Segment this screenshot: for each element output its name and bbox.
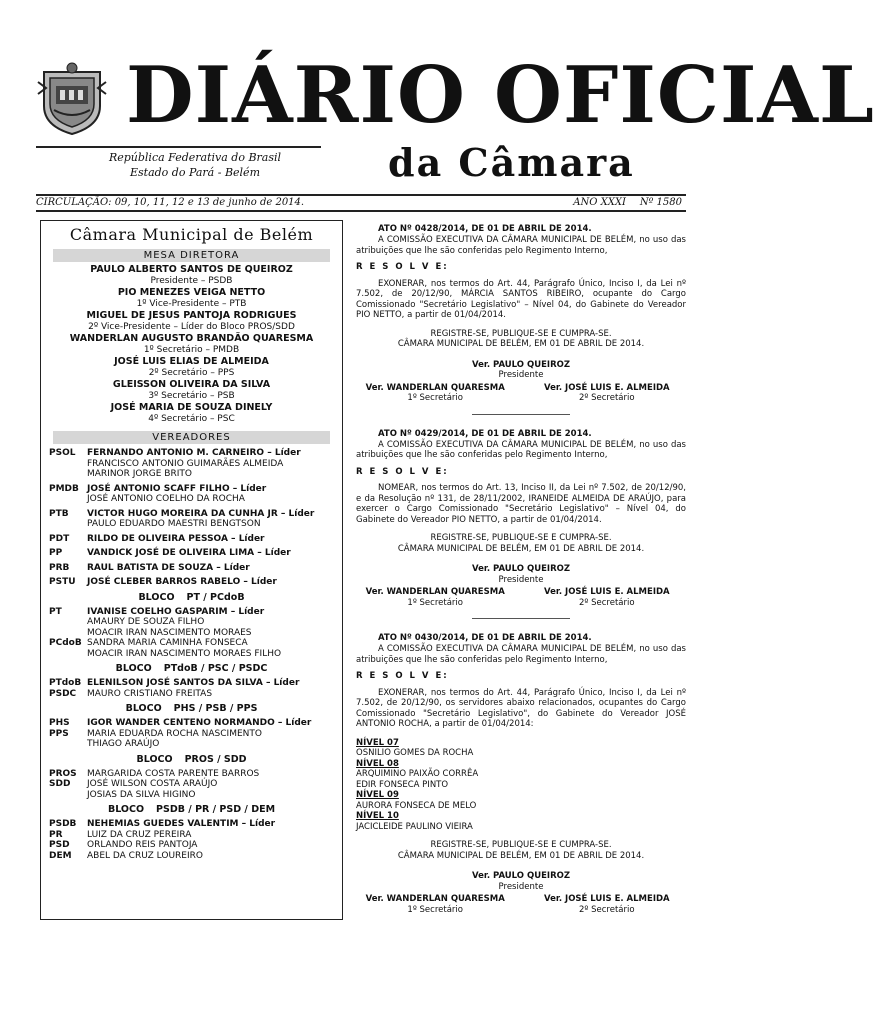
signer-role: Presidente: [498, 370, 544, 380]
mesa-role: 2º Vice-Presidente – Líder do Bloco PROS/SDD: [88, 322, 295, 332]
staff-name: AURORA FONSECA DE MELO: [356, 800, 477, 811]
signer-name: Ver. WANDERLAN QUARESMA: [365, 382, 505, 393]
member-name: JOSÉ WILSON COSTA ARAÚJO: [87, 779, 218, 789]
bloco-heading: [41, 703, 342, 714]
member-name: JOSIAS DA SILVA HIGINO: [87, 789, 196, 800]
council-heading: Câmara Municipal de Belém: [69, 225, 314, 244]
mesa-role: 1º Secretário – PMDB: [143, 345, 240, 355]
mesa-name: PIO MENEZES VEIGA NETTO: [117, 287, 266, 298]
coat-of-arms-icon: [36, 62, 108, 136]
act-resolve: R E S O L V E:: [356, 262, 449, 272]
mesa-name: GLEISSON OLIVEIRA DA SILVA: [112, 379, 271, 390]
member-name: JOSÉ ANTONIO SCAFF FILHO – Líder: [87, 483, 267, 494]
member-name: VANDICK JOSÉ DE OLIVEIRA LIMA – Líder: [87, 548, 291, 558]
party-code: PMDB: [49, 483, 79, 494]
registre-line: REGISTRE-SE, PUBLIQUE-SE E CUMPRA-SE.: [430, 533, 612, 543]
bloco-heading: [41, 663, 342, 674]
party-code: DEM: [49, 850, 72, 861]
member-name: MOACIR IRAN NASCIMENTO MORAES FILHO: [87, 648, 282, 659]
act-body: EXONERAR, nos termos do Art. 44, Parágrafo Único, Inciso I, da Lei nº 7.502, de 20/12/90, os servidores abaixo relacionados, ocupantes do Cargo Comissionado "Secretário Legislativo", do Gabinete do Vereador JOSÉ ANTONIO ROCHA, a partir de 01/04/2014:: [356, 687, 686, 729]
act-0429: [356, 429, 686, 609]
party-code: PRB: [49, 562, 70, 573]
bloco-heading: [41, 804, 342, 815]
member-name: LUIZ DA CRUZ PEREIRA: [87, 829, 192, 840]
secretaries-signatures: [356, 894, 686, 915]
level-heading: NÍVEL 08: [356, 758, 399, 769]
member-name: ELENILSON JOSÉ SANTOS DA SILVA – Líder: [87, 678, 300, 688]
member-name: MOACIR IRAN NASCIMENTO MORAES: [87, 627, 252, 638]
signer-role: Presidente: [498, 574, 544, 585]
act-0428: [356, 224, 686, 404]
president-signature: [356, 360, 686, 381]
mesa-role: 2º Secretário – PPS: [148, 368, 235, 378]
party-code: PSD: [49, 840, 70, 850]
registre-line: REGISTRE-SE, PUBLIQUE-SE E CUMPRA-SE.: [430, 328, 612, 339]
act-header: ATO Nº 0430/2014, DE 01 DE ABRIL DE 2014.: [378, 633, 592, 643]
act-header: ATO Nº 0428/2014, DE 01 DE ABRIL DE 2014.: [378, 224, 592, 234]
camara-date-line: CÂMARA MUNICIPAL DE BELÉM, EM 01 DE ABRIL DE 2014.: [397, 543, 645, 554]
member-name: RAUL BATISTA DE SOUZA – Líder: [87, 562, 250, 573]
registre-line: REGISTRE-SE, PUBLIQUE-SE E CUMPRA-SE.: [430, 840, 612, 850]
party-group: [41, 678, 342, 699]
member-name: FERNANDO ANTONIO M. CARNEIRO – Líder: [87, 448, 301, 458]
bloco-parties: PHS / PSB / PPS: [173, 703, 258, 714]
act-body: EXONERAR, nos termos do Art. 44, Parágrafo Único, Inciso I, da Lei nº 7.502, de 20/12/90, MÁRCIA SANTOS RIBEIRO, ocupante do Cargo Comissionado "Secretário Legislativo" – Nível 04, do Gabinete do Vereador PIO NETTO, a partir de 01/04/2014.: [356, 278, 686, 320]
party-group: [41, 448, 342, 480]
act-registre: [356, 329, 686, 350]
signer-name: Ver. PAULO QUEIROZ: [471, 871, 571, 881]
bloco-heading: [41, 754, 342, 765]
act-header: ATO Nº 0429/2014, DE 01 DE ABRIL DE 2014.: [378, 428, 592, 439]
staff-name: JACICLEIDE PAULINO VIEIRA: [356, 821, 473, 832]
camara-date-line: CÂMARA MUNICIPAL DE BELÉM, EM 01 DE ABRIL DE 2014.: [397, 339, 645, 349]
mesa-name: PAULO ALBERTO SANTOS DE QUEIROZ: [90, 264, 293, 275]
bloco-label: BLOCO: [115, 663, 152, 674]
mesa-name: JOSÉ MARIA DE SOUZA DINELY: [110, 402, 273, 413]
member-name: THIAGO ARAÚJO: [87, 739, 160, 749]
act-resolve: R E S O L V E:: [356, 671, 449, 681]
signer-role: 2º Secretário: [579, 393, 635, 403]
council-roster: [40, 220, 343, 920]
bloco-parties: PT / PCdoB: [186, 591, 245, 603]
act-intro: A COMISSÃO EXECUTIVA DA CÂMARA MUNICIPAL DE BELÉM, no uso das atribuições que lhe são conferidas pelo Regimento Interno,: [356, 644, 686, 665]
member-name: RILDO DE OLIVEIRA PESSOA – Líder: [87, 533, 265, 544]
party-group: [41, 769, 342, 801]
level-heading: NÍVEL 10: [356, 811, 399, 821]
party-code: PTdoB: [49, 678, 82, 688]
act-resolve: R E S O L V E:: [356, 466, 449, 477]
signer-name: Ver. WANDERLAN QUARESMA: [365, 894, 505, 904]
member-name: MAURO CRISTIANO FREITAS: [87, 688, 213, 699]
party-group: [41, 534, 342, 588]
staff-name: ARQUIMINO PAIXÃO CORRÊA: [356, 769, 479, 779]
signer-role: 2º Secretário: [579, 597, 635, 608]
mesa-name: MIGUEL DE JESUS PANTOJA RODRIGUES: [86, 310, 297, 321]
mesa-list: [41, 264, 342, 425]
acts-column: [356, 224, 686, 915]
member-name: JOSÉ CLEBER BARROS RABELO – Líder: [87, 577, 277, 587]
circulation-bar: [36, 194, 686, 212]
bloco-parties: PSDB / PR / PSD / DEM: [156, 804, 276, 815]
signer-role: 1º Secretário: [407, 904, 463, 915]
party-group: [41, 607, 342, 660]
act-0430: [356, 633, 686, 915]
newspaper-subtitle: da Câmara: [388, 140, 635, 185]
level-heading: NÍVEL 09: [356, 790, 399, 800]
member-name: NEHEMIAS GUEDES VALENTIM – Líder: [87, 819, 276, 829]
newspaper-title: DIÁRIO OFICIAL: [126, 50, 875, 141]
member-name: MARGARIDA COSTA PARENTE BARROS: [87, 768, 260, 779]
mesa-role: 3º Secretário – PSB: [148, 391, 235, 401]
mesa-diretora-label: MESA DIRETORA: [53, 249, 330, 262]
party-code: PT: [49, 606, 62, 617]
camara-date-line: CÂMARA MUNICIPAL DE BELÉM, EM 01 DE ABRIL DE 2014.: [397, 850, 645, 861]
bloco-label: BLOCO: [125, 703, 162, 714]
party-group: [41, 718, 342, 750]
signer-name: Ver. JOSÉ LUIS E. ALMEIDA: [543, 382, 670, 393]
party-code: PSDC: [49, 688, 77, 699]
party-code: PSDB: [49, 819, 77, 829]
act-intro: A COMISSÃO EXECUTIVA DA CÂMARA MUNICIPAL DE BELÉM, no uso das atribuições que lhe são conferidas pelo Regimento Interno,: [356, 235, 686, 256]
act-body: NOMEAR, nos termos do Art. 13, Inciso II, da Lei nº 7.502, de 20/12/90, e da Resolução nº 131, de 28/11/2002, IRANEIDE ALMEIDA DE ARAÚJO, para exercer o Cargo Comissionado "Secretário Legislativo" – Nível 04, do Gabinete do Vereador PIO NETTO, a partir de 01/04/2014.: [356, 483, 686, 525]
party-code: PPS: [49, 728, 69, 739]
mesa-role: 1º Vice-Presidente – PTB: [136, 299, 247, 309]
member-name: MARIA EDUARDA ROCHA NASCIMENTO: [87, 728, 262, 739]
signer-name: Ver. JOSÉ LUIS E. ALMEIDA: [543, 587, 670, 597]
staff-list: [356, 738, 686, 833]
issue-number: Nº 1580: [639, 197, 682, 208]
staff-name: EDIR FONSECA PINTO: [356, 779, 449, 790]
mesa-role: Presidente – PSDB: [150, 276, 233, 286]
party-code: PDT: [49, 533, 70, 544]
party-code: PR: [49, 829, 63, 840]
act-intro: A COMISSÃO EXECUTIVA DA CÂMARA MUNICIPAL DE BELÉM, no uso das atribuições que lhe são conferidas pelo Regimento Interno,: [356, 439, 686, 460]
signer-role: Presidente: [498, 881, 544, 892]
member-name: ORLANDO REIS PANTOJA: [87, 840, 198, 850]
party-group: [41, 819, 342, 861]
vereadores-label: VEREADORES: [53, 431, 330, 444]
party-code: PHS: [49, 718, 70, 728]
member-name: IGOR WANDER CENTENO NORMANDO – Líder: [87, 718, 312, 728]
party-group: [41, 484, 342, 505]
member-name: SANDRA MARIA CAMINHA FONSECA: [87, 638, 248, 648]
member-name: IVANISE COELHO GASPARIM – Líder: [87, 606, 265, 617]
estado-line: Estado do Pará - Belém: [129, 166, 261, 179]
circulation-dates: CIRCULAÇÃO: 09, 10, 11, 12 e 13 de junho de 2014.: [36, 197, 305, 208]
bloco-parties: PTdoB / PSC / PSDC: [163, 663, 268, 674]
signer-role: 2º Secretário: [579, 904, 635, 915]
president-signature: [356, 564, 686, 585]
bloco-label: BLOCO: [138, 591, 175, 603]
member-name: PAULO EDUARDO MAESTRI BENGTSON: [87, 519, 261, 529]
member-name: JOSÉ ANTONIO COELHO DA ROCHA: [87, 494, 245, 504]
member-name: AMAURY DE SOUZA FILHO: [87, 617, 205, 627]
signer-name: Ver. PAULO QUEIROZ: [471, 359, 571, 370]
republica-line: República Federativa do Brasil: [108, 151, 282, 164]
party-code: SDD: [49, 779, 71, 789]
act-registre: [356, 840, 686, 861]
party-code: PTB: [49, 508, 69, 519]
member-name: ABEL DA CRUZ LOUREIRO: [87, 850, 203, 861]
bloco-label: BLOCO: [107, 804, 145, 815]
mesa-name: JOSÉ LUIS ELIAS DE ALMEIDA: [114, 356, 269, 367]
signer-role: 1º Secretário: [407, 393, 463, 403]
party-code: PP: [49, 548, 63, 558]
bloco-heading: [41, 592, 342, 603]
member-name: FRANCISCO ANTONIO GUIMARÃES ALMEIDA: [87, 458, 284, 469]
party-code: PSOL: [49, 448, 76, 458]
act-registre: [356, 533, 686, 554]
divider: [36, 146, 321, 148]
signer-name: Ver. JOSÉ LUIS E. ALMEIDA: [543, 894, 670, 904]
signer-name: Ver. PAULO QUEIROZ: [471, 564, 571, 574]
bloco-parties: PROS / SDD: [184, 753, 247, 765]
member-name: VICTOR HUGO MOREIRA DA CUNHA JR – Líder: [87, 508, 315, 519]
signer-name: Ver. WANDERLAN QUARESMA: [365, 587, 505, 597]
volume-year: ANO XXXI: [573, 197, 626, 208]
party-code: PSTU: [49, 577, 76, 587]
secretaries-signatures: [356, 587, 686, 608]
president-signature: [356, 871, 686, 892]
party-code: PCdoB: [49, 638, 82, 648]
mesa-role: 4º Secretário – PSC: [148, 414, 235, 424]
party-code: PROS: [49, 768, 77, 779]
party-group: [41, 509, 342, 530]
secretaries-signatures: [356, 383, 686, 404]
level-heading: NÍVEL 07: [356, 737, 399, 748]
member-name: MARINOR JORGE BRITO: [87, 469, 192, 479]
divider: [472, 414, 570, 415]
bloco-label: BLOCO: [136, 753, 173, 765]
staff-name: OSNILIO GOMES DA ROCHA: [356, 748, 474, 758]
divider: [472, 618, 570, 619]
republica-caption: [80, 150, 310, 180]
mesa-name: WANDERLAN AUGUSTO BRANDÃO QUARESMA: [69, 333, 314, 344]
signer-role: 1º Secretário: [407, 597, 463, 608]
